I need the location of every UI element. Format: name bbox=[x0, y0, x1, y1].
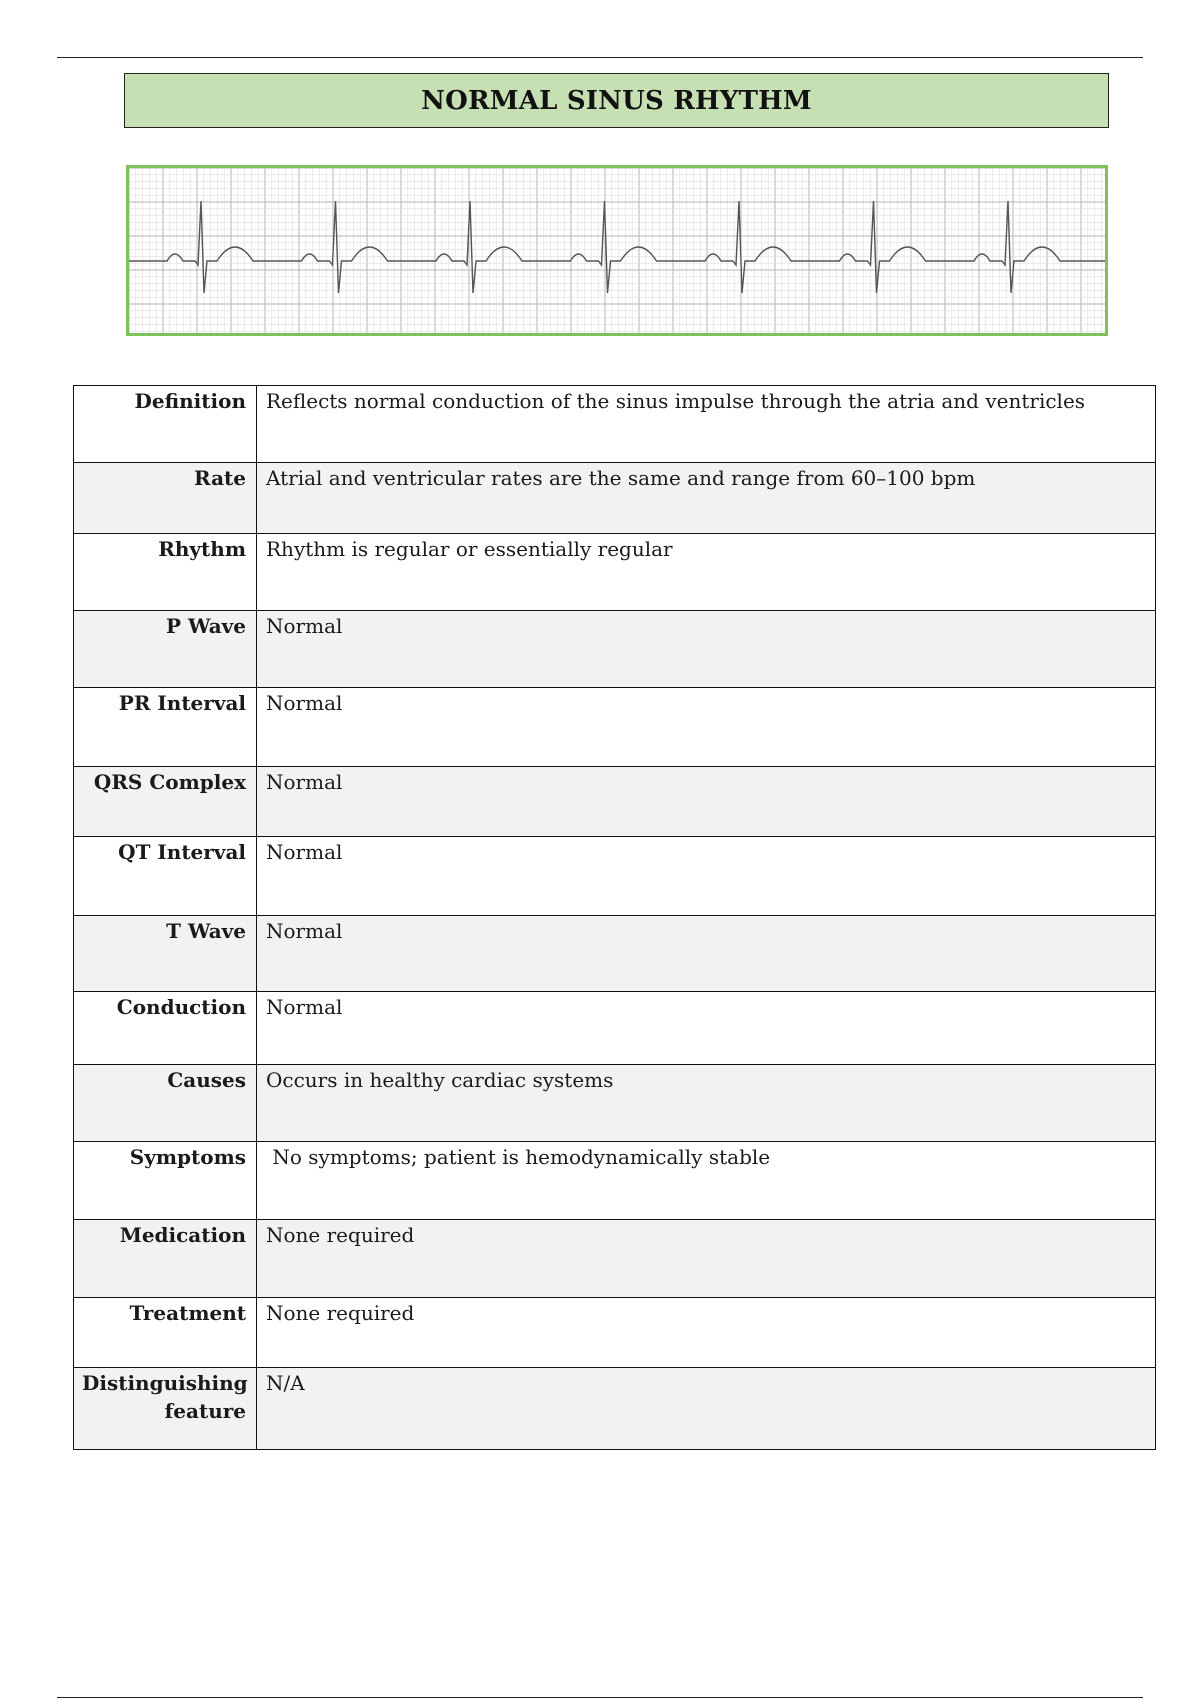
row-value-treatment: None required bbox=[257, 1298, 1156, 1368]
row-label-rhythm: Rhythm bbox=[74, 534, 257, 611]
ecg-strip bbox=[126, 165, 1108, 336]
row-value-conduction: Normal bbox=[257, 992, 1156, 1065]
table-row-causes bbox=[74, 1065, 1156, 1142]
table-row-conduction bbox=[74, 992, 1156, 1065]
row-label-medication: Medication bbox=[74, 1220, 257, 1298]
row-value-qt-interval: Normal bbox=[257, 837, 1156, 916]
rhythm-info-table bbox=[73, 385, 1156, 1450]
table-row-distinguishing-feature bbox=[74, 1368, 1156, 1450]
row-label-definition: Definition bbox=[74, 386, 257, 463]
row-label-distinguishing-feature: Distinguishing feature bbox=[74, 1368, 257, 1450]
top-rule bbox=[57, 57, 1143, 58]
row-value-distinguishing-feature: N/A bbox=[257, 1368, 1156, 1450]
row-value-causes: Occurs in healthy cardiac systems bbox=[257, 1065, 1156, 1142]
page-title-box bbox=[124, 73, 1109, 128]
table-row-rate bbox=[74, 463, 1156, 534]
row-value-rhythm: Rhythm is regular or essentially regular bbox=[257, 534, 1156, 611]
table-row-p-wave bbox=[74, 611, 1156, 688]
table-row-symptoms bbox=[74, 1142, 1156, 1220]
row-value-symptoms: No symptoms; patient is hemodynamically stable bbox=[257, 1142, 1156, 1220]
row-label-t-wave: T Wave bbox=[74, 916, 257, 992]
ecg-strip-icon bbox=[129, 168, 1105, 333]
bottom-rule bbox=[57, 1697, 1143, 1698]
row-label-symptoms: Symptoms bbox=[74, 1142, 257, 1220]
row-value-t-wave: Normal bbox=[257, 916, 1156, 992]
table-row-definition bbox=[74, 386, 1156, 463]
row-value-medication: None required bbox=[257, 1220, 1156, 1298]
row-value-definition: Reflects normal conduction of the sinus impulse through the atria and ventricles bbox=[257, 386, 1156, 463]
table-row-medication bbox=[74, 1220, 1156, 1298]
table-row-treatment bbox=[74, 1298, 1156, 1368]
row-label-qrs-complex: QRS Complex bbox=[74, 767, 257, 837]
table-row-t-wave bbox=[74, 916, 1156, 992]
table-row-rhythm bbox=[74, 534, 1156, 611]
row-label-causes: Causes bbox=[74, 1065, 257, 1142]
row-value-qrs-complex: Normal bbox=[257, 767, 1156, 837]
row-label-p-wave: P Wave bbox=[74, 611, 257, 688]
row-label-pr-interval: PR Interval bbox=[74, 688, 257, 767]
row-label-qt-interval: QT Interval bbox=[74, 837, 257, 916]
table-row-pr-interval bbox=[74, 688, 1156, 767]
row-label-treatment: Treatment bbox=[74, 1298, 257, 1368]
row-value-rate: Atrial and ventricular rates are the same and range from 60–100 bpm bbox=[257, 463, 1156, 534]
table-row-qrs-complex bbox=[74, 767, 1156, 837]
page-title: NORMAL SINUS RHYTHM bbox=[421, 85, 812, 116]
row-value-p-wave: Normal bbox=[257, 611, 1156, 688]
table-row-qt-interval bbox=[74, 837, 1156, 916]
row-label-rate: Rate bbox=[74, 463, 257, 534]
row-value-pr-interval: Normal bbox=[257, 688, 1156, 767]
row-label-conduction: Conduction bbox=[74, 992, 257, 1065]
